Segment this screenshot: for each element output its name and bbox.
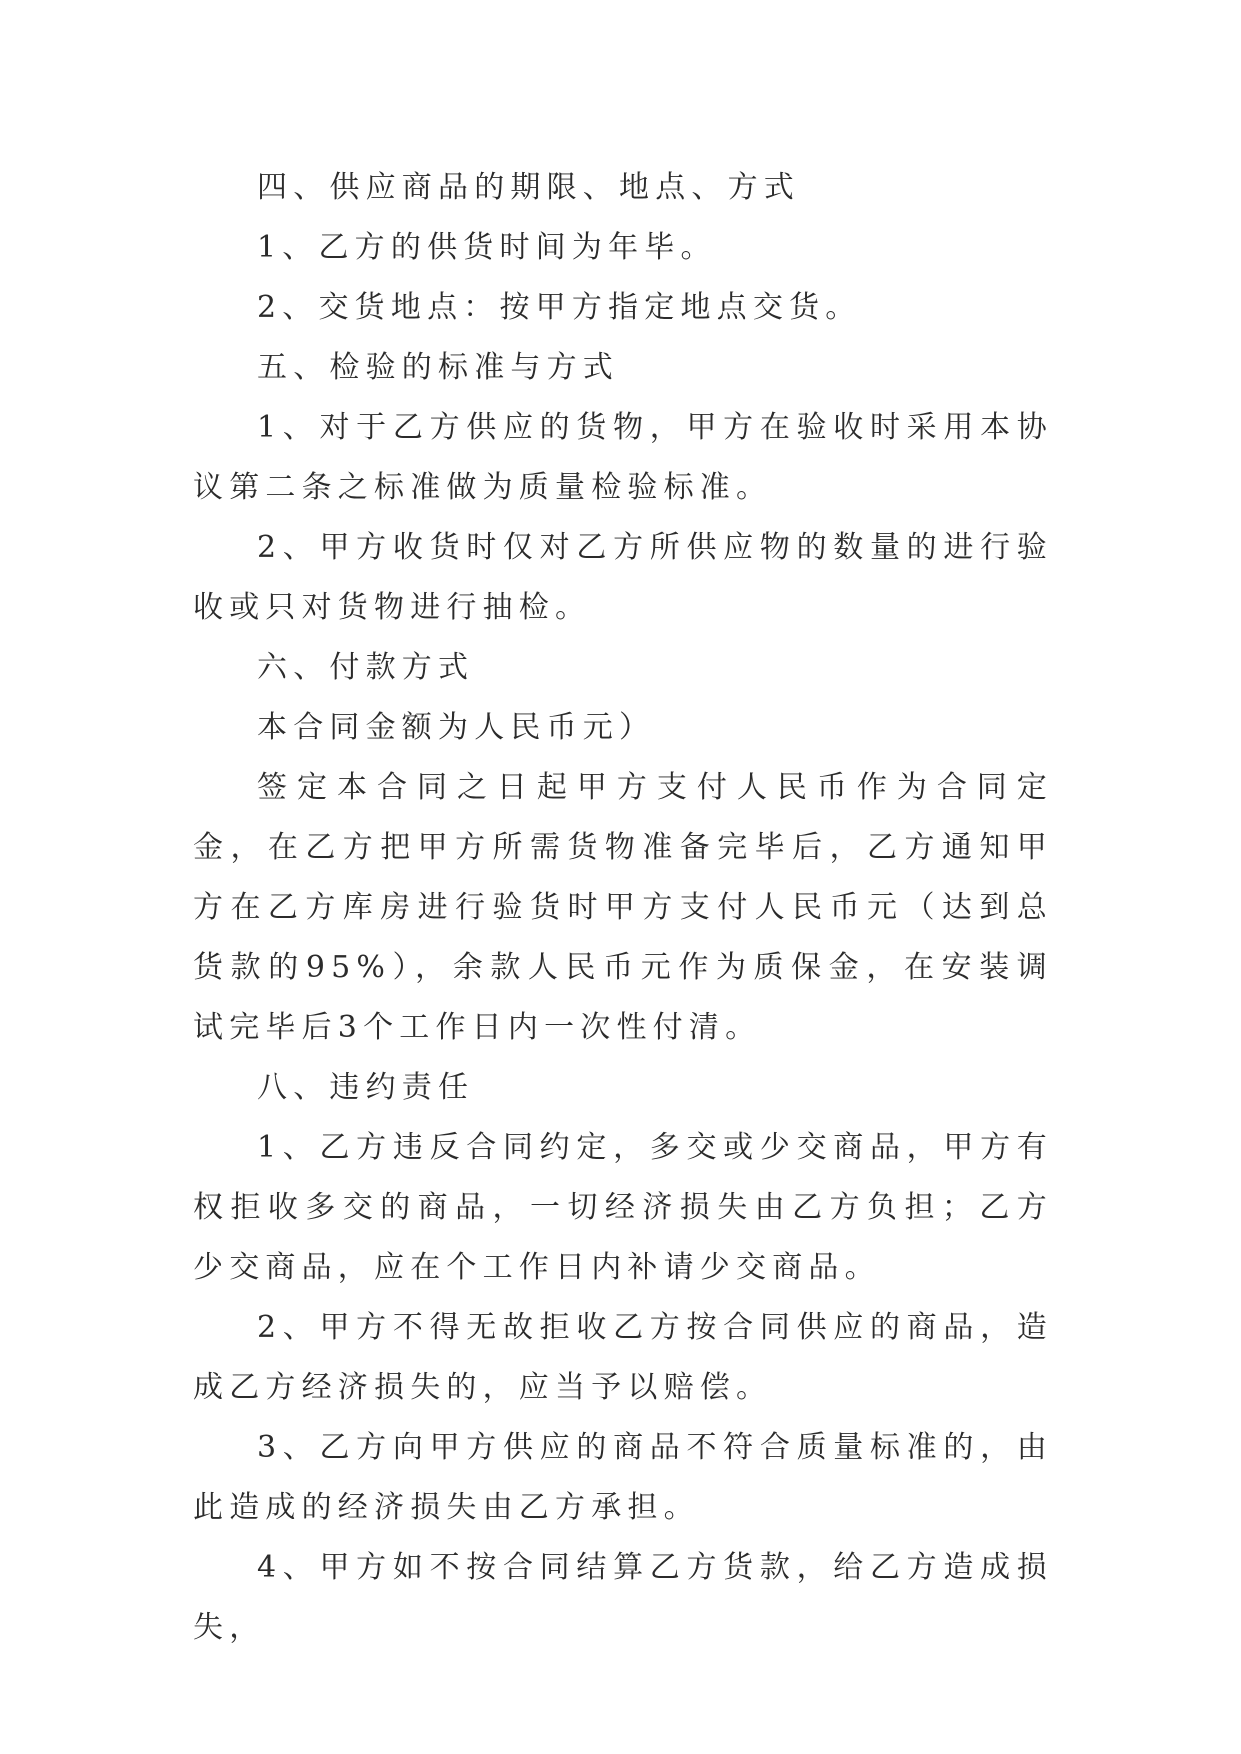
document-body (193, 158, 1053, 1658)
section-heading-inspection: 五、检验的标准与方式 (257, 350, 619, 385)
clause-inspection-standard: 1、对于乙方供应的货物，甲方在验收时采用本协议第二条之标准做为质量检验标准。 (193, 410, 1053, 505)
clause-liability-refusal: 2、甲方不得无故拒收乙方按合同供应的商品，造成乙方经济损失的，应当予以赔偿。 (193, 1310, 1053, 1405)
clause-delivery-time: 1、乙方的供货时间为年毕。 (257, 230, 717, 265)
clause-liability-quality: 3、乙方向甲方供应的商品不符合质量标准的，由此造成的经济损失由乙方承担。 (193, 1430, 1053, 1525)
section-heading-liability: 八、违约责任 (257, 1070, 475, 1105)
clause-delivery-place: 2、交货地点：按甲方指定地点交货。 (257, 290, 862, 325)
clause-liability-settlement: 4、甲方如不按合同结算乙方货款，给乙方造成损失， (193, 1550, 1053, 1645)
clause-contract-amount: 本合同金额为人民币元） (257, 710, 656, 745)
clause-inspection-method: 2、甲方收货时仅对乙方所供应物的数量的进行验收或只对货物进行抽检。 (193, 530, 1053, 625)
clause-liability-quantity: 1、乙方违反合同约定，多交或少交商品，甲方有权拒收多交的商品，一切经济损失由乙方负担；乙方少交商品，应在个工作日内补请少交商品。 (193, 1130, 1053, 1285)
section-heading-payment: 六、付款方式 (257, 650, 475, 685)
clause-payment-terms: 签定本合同之日起甲方支付人民币作为合同定金，在乙方把甲方所需货物准备完毕后，乙方通知甲方在乙方库房进行验货时甲方支付人民币元（达到总货款的95%），余款人民币元作为质保金，在安装调试完毕后3个工作日内一次性付清。 (193, 770, 1053, 1045)
section-heading-delivery: 四、供应商品的期限、地点、方式 (257, 170, 800, 205)
